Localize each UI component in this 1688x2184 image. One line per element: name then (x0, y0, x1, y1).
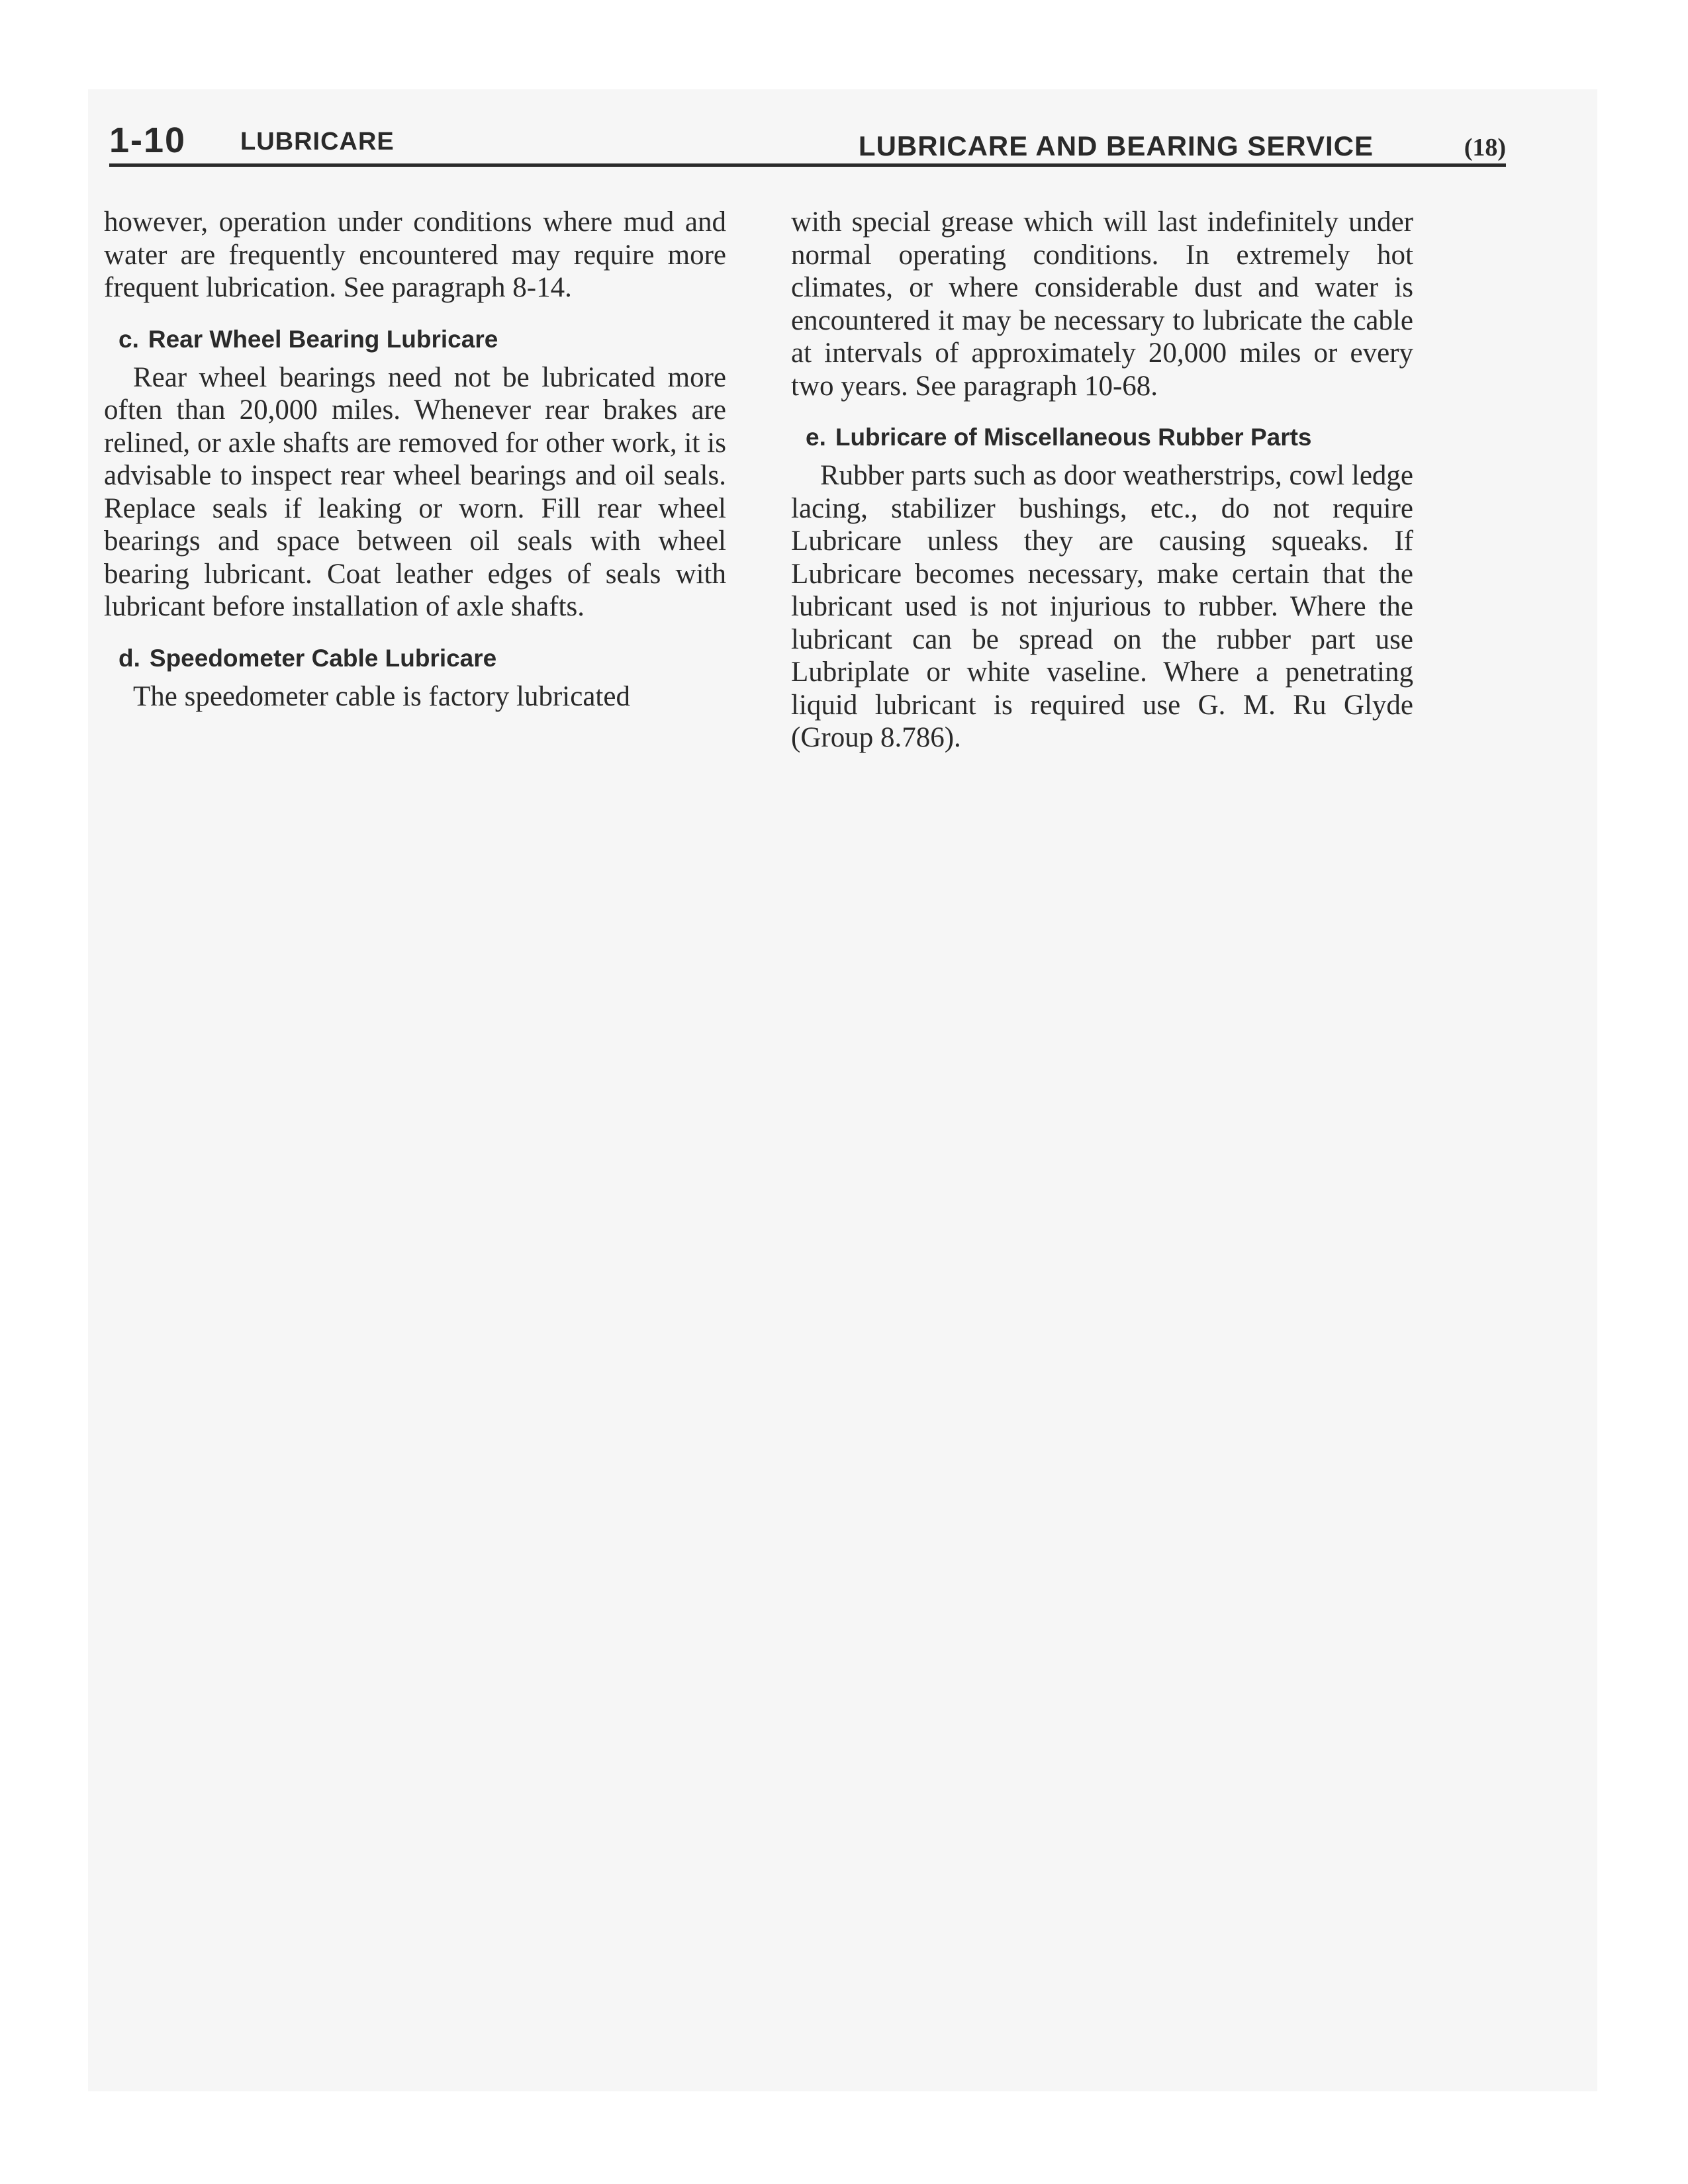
subheading-title: Lubricare of Miscellaneous Rubber Parts (835, 424, 1312, 451)
page-number: 1-10 (109, 120, 187, 160)
chapter-title: LUBRICARE (240, 128, 395, 156)
subheading-rubber-parts (806, 422, 1413, 453)
rear-wheel-bearing-paragraph: Rear wheel bearings need not be lubricated more often than 20,000 miles. Whenever rear brakes are relined, or axle shafts are removed for other work, it is advisable to inspect rear wheel bearings and oil seals. Replace seals if leaking or worn. Fill rear wheel bearings and space between oil seals with wheel bearing lubricant. Coat leather edges of seals with lubricant before installation of axle shafts. (104, 361, 726, 622)
subheading-speedometer-cable (118, 643, 726, 674)
subheading-title: Speedometer Cable Lubricare (149, 644, 497, 672)
subheading-letter: d. (118, 644, 140, 672)
continued-paragraph: however, operation under conditions where mud and water are frequently encountered may require more frequent lubrication. See paragraph 8-14. (104, 206, 726, 303)
section-title: LUBRICARE AND BEARING SERVICE (858, 130, 1374, 161)
page-header (109, 120, 1506, 167)
continued-paragraph: with special grease which will last indefinitely under normal operating conditions. In extremely hot climates, or where considerable dust and water is encountered it may be necessary to lubricate the cable at intervals of approximately 20,000 miles or every two years. See paragraph 10-68. (791, 206, 1413, 402)
subheading-title: Rear Wheel Bearing Lubricare (148, 325, 498, 353)
right-column (791, 206, 1413, 754)
subheading-rear-wheel-bearing (118, 324, 726, 355)
rubber-parts-paragraph: Rubber parts such as door weatherstrips, cowl ledge lacing, stabilizer bushings, etc., do not require Lubricare unless they are causing squeaks. If Lubricare becomes necessary, make certain that the lubricant used is not injurious to rubber. Where the lubricant can be spread on the rubber part use Lubriplate or white vaseline. Where a penetrating liquid lubricant is required use G. M. Ru Glyde (Group 8.786). (791, 460, 1413, 753)
subheading-letter: c. (118, 325, 139, 353)
subheading-letter: e. (806, 424, 826, 451)
left-column (104, 206, 726, 713)
section-number: (18) (1464, 134, 1506, 161)
speedometer-cable-paragraph: The speedometer cable is factory lubricated (133, 680, 630, 712)
manual-page (88, 89, 1597, 2091)
